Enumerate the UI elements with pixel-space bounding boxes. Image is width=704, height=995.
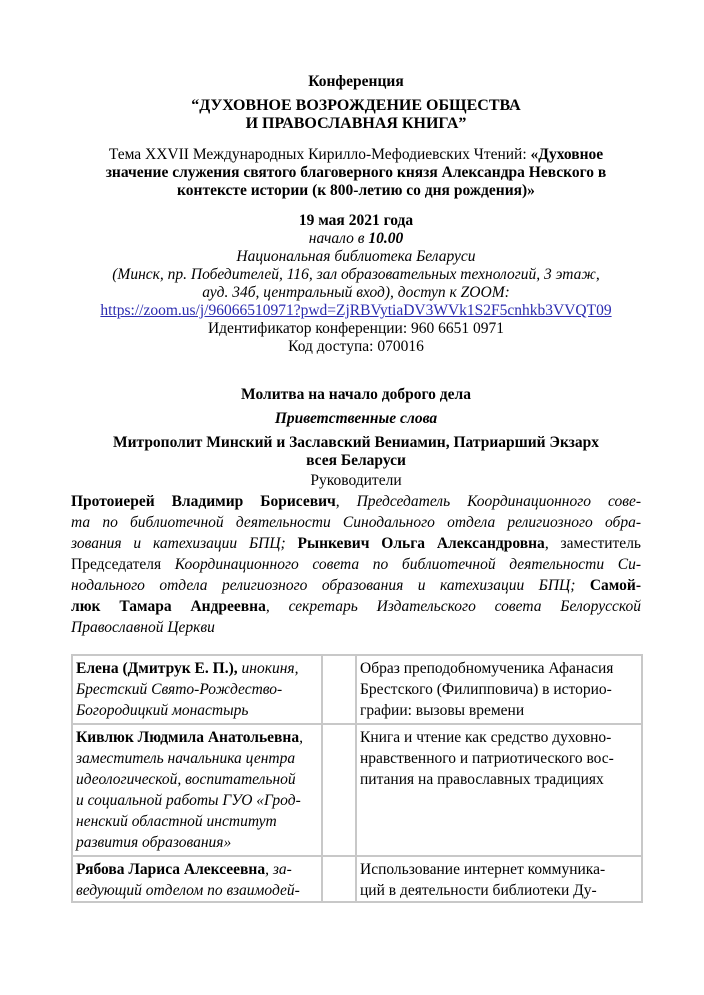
- leader-role: , Председатель Координационного сове-: [335, 493, 641, 510]
- zoom-link[interactable]: https://zoom.us/j/96066510971?pwd=ZjRBVytiaDV3WVk1S2F5cnhkb3VVQT09: [100, 302, 612, 319]
- theme-prefix: Тема XXVII Международных Кирилло-Мефодиевских Чтений:: [108, 146, 531, 163]
- table-row: [72, 655, 642, 724]
- speaker-affiliation: развития образования»: [76, 834, 232, 851]
- metropolitan-line-2: всея Беларуси: [306, 452, 406, 469]
- speaker-affiliation: и социальной работы ГУО «Грод-: [76, 792, 301, 809]
- spacer-cell: [322, 655, 356, 724]
- readings-theme: [71, 146, 641, 200]
- speaker-affiliation: Брестский Свято-Рождество-: [76, 681, 283, 698]
- leaders-line-4: [71, 554, 641, 575]
- speaker-affiliation: инокиня,: [237, 660, 299, 677]
- leader-role: нодального отдела религиозного образования и катехизации БПЦ;: [71, 577, 590, 594]
- leader-role: , заместитель: [544, 535, 641, 552]
- speaker-name: Елена (Дмитрук Е. П.),: [76, 660, 238, 677]
- leader-role: зования и катехизации БПЦ;: [71, 535, 298, 552]
- topic-text: Книга и чтение как средство духовно-: [360, 729, 612, 746]
- event-venue: Национальная библиотека Беларуси: [236, 248, 476, 265]
- leaders-line-2: та по библиотечной деятельности Синодального отдела религиозного обра-: [71, 514, 641, 531]
- speaker-affiliation: идеологической, воспитательной: [76, 771, 296, 788]
- conference-label: Конференция: [308, 73, 404, 90]
- topic-cell: [356, 856, 642, 902]
- leader-role: Координационного совета по библиотечной деятельности Си-: [174, 556, 641, 573]
- welcome-heading: Приветственные слова: [274, 410, 438, 427]
- access-code: Код доступа: 070016: [288, 338, 424, 355]
- leaders-line-5: [71, 575, 641, 596]
- leader-name: Самой-: [589, 577, 641, 594]
- event-details: [71, 212, 641, 356]
- topic-text: питания на православных традициях: [360, 771, 604, 788]
- speaker-affiliation: ведующий отделом по взаимодей-: [76, 882, 300, 899]
- metropolitan-line-1: Митрополит Минский и Заславский Вениамин, Патриарший Экзарх: [112, 434, 600, 451]
- topic-cell: [356, 655, 642, 724]
- topic-text: нравственного и патриотического вос-: [360, 750, 614, 767]
- event-start: [71, 230, 641, 248]
- speaker-cell: [72, 856, 322, 902]
- event-address-line-2: ауд. 34б, центральный вход), доступ к ZOOM:: [202, 284, 510, 301]
- topic-text: ций в деятельности библиотеки Ду-: [360, 882, 597, 899]
- theme-line-1: [71, 146, 641, 164]
- program-table: [71, 654, 643, 903]
- topic-text: графии: вызовы времени: [360, 702, 525, 719]
- topic-text: Образ преподобномученика Афанасия: [360, 660, 614, 677]
- speaker-affiliation: , за-: [265, 861, 292, 878]
- leaders-label: Руководители: [310, 472, 402, 489]
- speaker-name: Кивлюк Людмила Анатольевна: [76, 729, 300, 746]
- leaders-line-7: Православной Церкви: [71, 619, 215, 636]
- topic-cell: [356, 724, 642, 856]
- speaker-cell: [72, 655, 322, 724]
- metropolitan: [71, 434, 641, 470]
- conference-title: [71, 97, 641, 133]
- leader-name: Рынкевич Ольга Александровна: [297, 535, 545, 552]
- speaker-affiliation: ненский областной институт: [76, 813, 277, 830]
- conference-id: Идентификатор конференции: 960 6651 0971: [207, 320, 505, 337]
- start-time: 10.00: [368, 230, 404, 247]
- leader-name: Протоиерей Владимир Борисевич: [71, 493, 336, 510]
- leader-role: , секретарь Издательского совета Белорусской: [265, 598, 641, 615]
- leader-role: Председателя: [71, 556, 175, 573]
- speaker-cell: [72, 724, 322, 856]
- prayer-heading: Молитва на начало доброго дела: [241, 386, 471, 403]
- topic-text: Брестского (Филипповича) в историо-: [360, 681, 612, 698]
- leaders-paragraph: [71, 491, 641, 638]
- table-row: [72, 856, 642, 902]
- leader-name: люк Тамара Андреевна: [71, 598, 266, 615]
- theme-line-2: значение служения святого благоверного князя Александра Невского в: [105, 164, 607, 181]
- topic-text: Использование интернет коммуника-: [360, 861, 606, 878]
- speaker-name: Рябова Лариса Алексеевна: [76, 861, 266, 878]
- speaker-affiliation: заместитель начальника центра: [76, 750, 296, 767]
- spacer-cell: [322, 724, 356, 856]
- conference-title-line-2: И ПРАВОСЛАВНАЯ КНИГА”: [245, 115, 467, 132]
- leaders-line-1: [71, 491, 641, 512]
- theme-title-start: «Духовное: [530, 146, 604, 163]
- table-row: [72, 724, 642, 856]
- leaders-line-3: [71, 533, 641, 554]
- speaker-affiliation: ,: [299, 729, 303, 746]
- theme-line-3: контексте истории (к 800-летию со дня рождения)»: [177, 182, 535, 199]
- event-date: 19 мая 2021 года: [298, 212, 414, 229]
- start-prefix: начало в: [308, 230, 369, 247]
- speaker-affiliation: Богородицкий монастырь: [76, 702, 249, 719]
- leaders-line-6: [71, 596, 641, 617]
- spacer-cell: [322, 856, 356, 902]
- conference-title-line-1: “ДУХОВНОЕ ВОЗРОЖДЕНИЕ ОБЩЕСТВА: [191, 97, 521, 114]
- event-address-line-1: (Минск, пр. Победителей, 116, зал образовательных технологий, 3 этаж,: [112, 266, 600, 283]
